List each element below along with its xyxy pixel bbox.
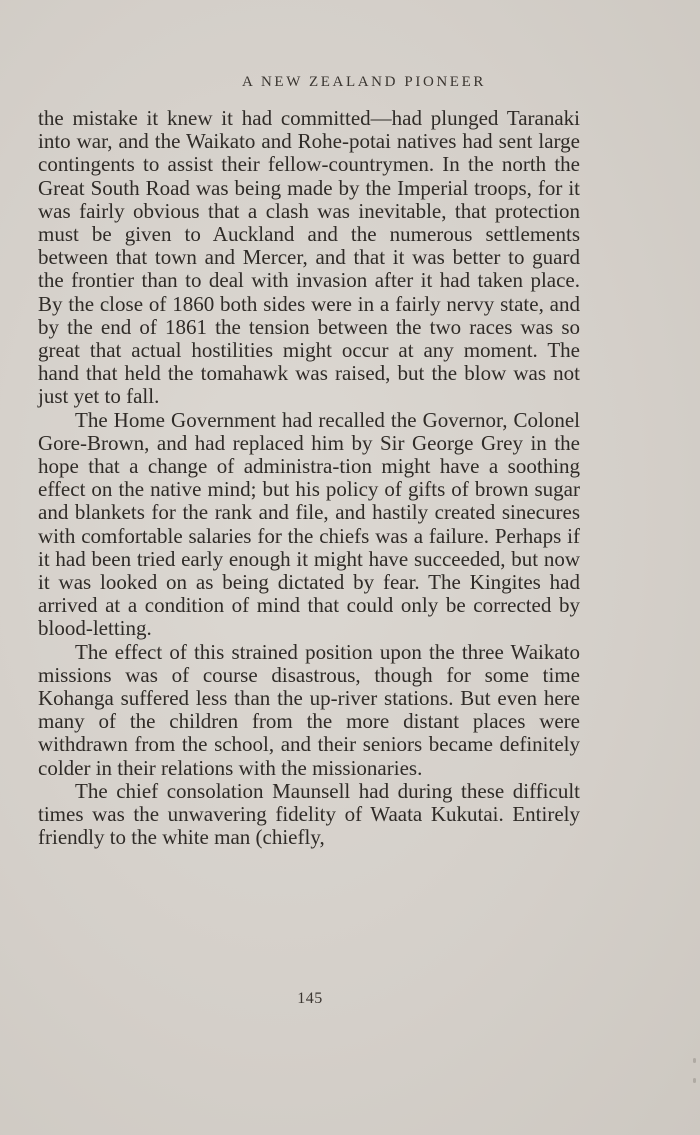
running-head: A NEW ZEALAND PIONEER bbox=[242, 74, 486, 90]
paragraph-2: The Home Government had recalled the Governor, Colonel Gore-Brown, and had replaced him by Sir George Grey in the hope that a change of administra-tion might have a soothing effect on the native mind; but his policy of gifts of brown sugar and blankets for the rank and file, and hastily created sinecures with comfortable salaries for the chiefs was a failure. Perhaps if it had been tried early enough it might have succeeded, but now it was looked on as being dictated by fear. The Kingites had arrived at a condition of mind that could only be corrected by blood-letting. bbox=[38, 407, 580, 641]
paragraph-4: The chief consolation Maunsell had during these difficult times was the unwavering fidelity of Waata Kukutai. Entirely friendly to the white man (chiefly, bbox=[38, 778, 580, 850]
paragraph-3: The effect of this strained position upon the three Waikato missions was of course disastrous, though for some time Kohanga suffered less than the up-river stations. But even here many of the children from the more distant places were withdrawn from the school, and their seniors became definitely colder in their relations with the missionaries. bbox=[38, 639, 580, 780]
body-text bbox=[38, 107, 580, 850]
paragraph-1: the mistake it knew it had committed—had plunged Taranaki into war, and the Waikato and Rohe-potai natives had sent large contingents to assist their fellow-countrymen. In the north the Great South Road was being made by the Imperial troops, for it was fairly obvious that a clash was inevitable, that protection must be given to Auckland and the numerous settlements between that town and Mercer, and that it was better to guard the frontier than to deal with invasion after it had taken place. By the close of 1860 both sides were in a fairly nervy state, and by the end of 1861 the tension between the two races was so great that actual hostilities might occur at any moment. The hand that held the tomahawk was raised, but the blow was not just yet to fall. bbox=[38, 106, 580, 409]
page-number: 145 bbox=[297, 990, 323, 1007]
paper-speck bbox=[693, 1058, 696, 1063]
paper-speck bbox=[693, 1078, 696, 1083]
